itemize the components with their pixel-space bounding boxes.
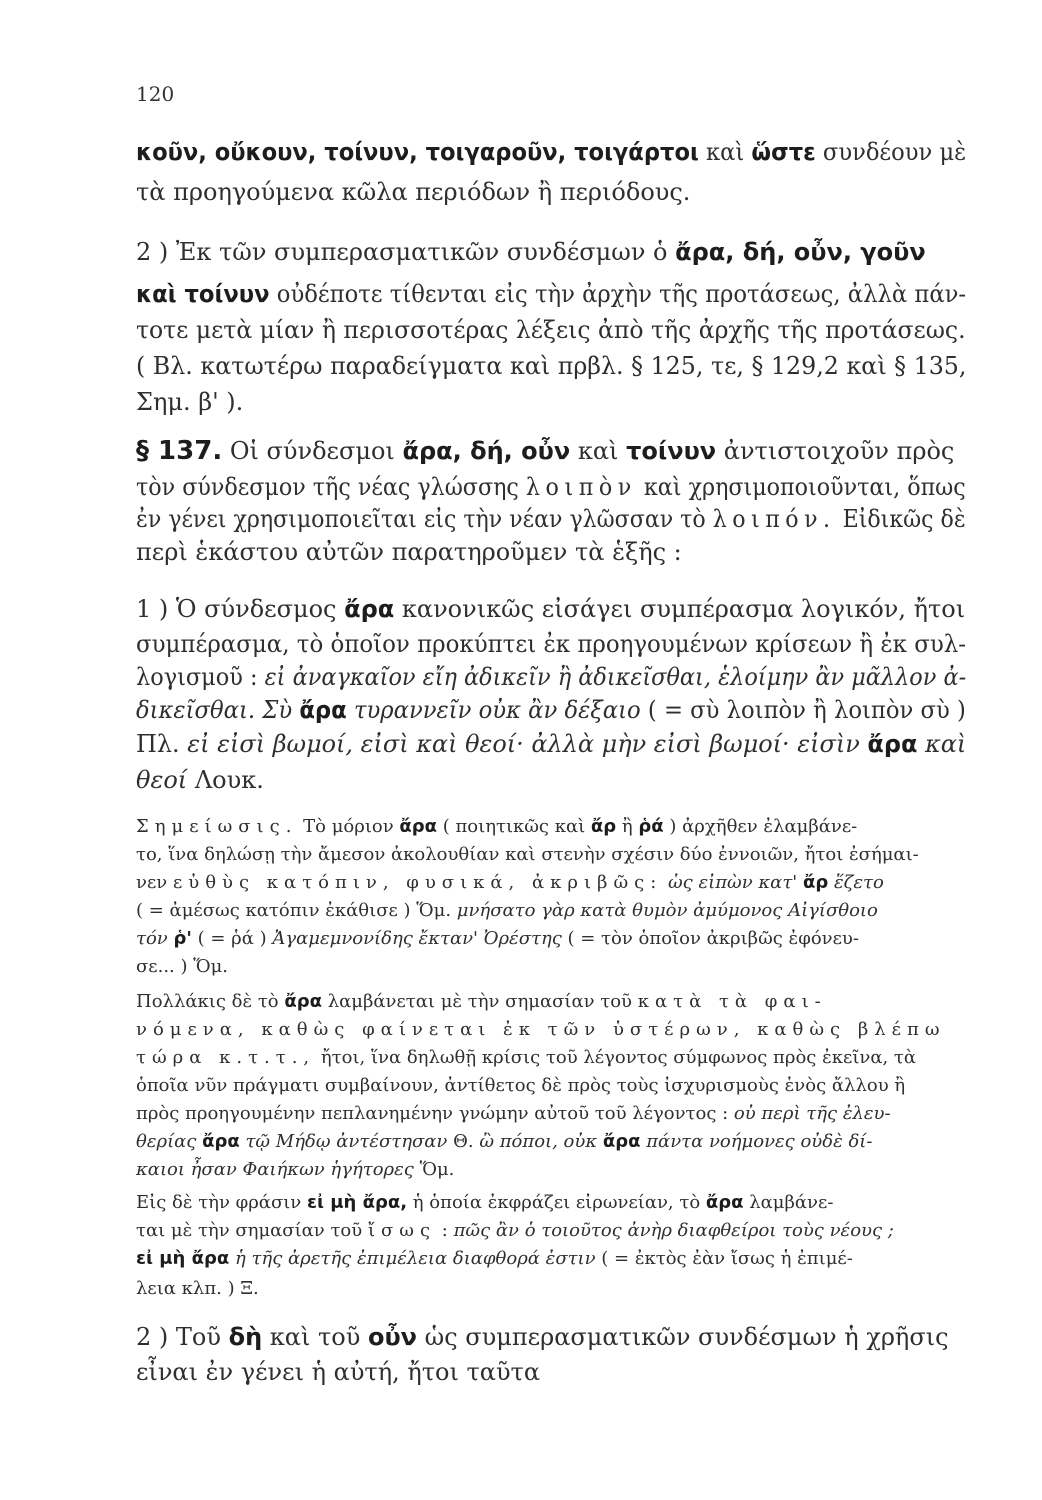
text-run: τόν xyxy=(136,928,174,949)
text-run: Θ. xyxy=(447,1131,480,1152)
text-run: καὶ τοίνυν xyxy=(136,280,270,308)
text-run: θεοί xyxy=(136,766,188,794)
text-run: μνήσατο γὰρ κατὰ θυμὸν ἀμύμονος Αἰγίσθοιο xyxy=(456,900,878,921)
text-line xyxy=(136,282,966,306)
text-run: ται μὲ τὴν σημασίαν τοῦ xyxy=(136,1220,368,1241)
text-line xyxy=(136,1021,946,1039)
text-run: ( = ῥά ) xyxy=(191,928,273,949)
text-run: Σημ. β' ). xyxy=(136,388,244,416)
text-line xyxy=(136,632,966,656)
text-line xyxy=(136,140,966,164)
text-run: λογισμοῦ : xyxy=(136,663,265,691)
text-run: ( = ἐκτὸς ἐὰν ἴσως ἡ ἐπιμέ- xyxy=(595,1248,853,1269)
text-line xyxy=(136,1133,872,1151)
text-run: § 137. xyxy=(136,436,223,466)
text-run: εἰ μὴ ἄρα xyxy=(136,1248,230,1269)
text-run: τὸν σύνδεσμον τῆς νέας γλώσσης xyxy=(136,473,526,501)
text-run: Πλ. xyxy=(136,730,188,758)
text-line xyxy=(136,768,264,792)
text-run: ἄρα xyxy=(867,730,918,758)
text-run: εὐθὺς κατόπιν, φυσικά, ἀκριβῶς: xyxy=(172,872,663,893)
text-run: νεν xyxy=(136,872,173,893)
text-run: πῶς ἂν ὁ τοιοῦτος ἀνὴρ διαφθείροι τοὺς νέους ; xyxy=(453,1220,894,1241)
text-line xyxy=(136,438,954,464)
text-run: ἡ τῆς ἀρετῆς ἐπιμέλεια διαφθορά ἐστιν xyxy=(229,1248,596,1269)
text-run: 2 ) Ἐκ τῶν συμπερασματικῶν συνδέσμων ὁ xyxy=(136,238,676,266)
text-run: Ὅμ. xyxy=(413,1159,455,1180)
text-line xyxy=(136,354,966,378)
text-run: τυραννεῖν οὐκ ἂν δέξαιο xyxy=(346,696,641,724)
text-line xyxy=(136,390,243,414)
text-run: δικεῖσθαι. Σὺ xyxy=(136,696,300,724)
text-line xyxy=(136,1049,916,1067)
text-run: λοιπὸν xyxy=(525,473,637,501)
text-run: Οἱ σύνδεσμοι xyxy=(222,437,403,465)
text-run: ἄρ xyxy=(590,816,617,837)
text-run: Εἰδικῶς δὲ xyxy=(835,505,966,533)
text-run: το, ἵνα δηλώσῃ τὴν ἄμεσον ἀκολουθίαν καὶ στενὴν σχέσιν δύο ἐννοιῶν, ἤτοι ἐσήμαι- xyxy=(136,844,919,865)
text-run: ( = σὺ λοιπὸν ἢ λοιπὸν σὺ ) xyxy=(640,696,966,724)
text-run: ἴσως xyxy=(367,1220,437,1241)
text-line xyxy=(136,1077,905,1095)
text-run: Λουκ. xyxy=(187,766,264,794)
text-line xyxy=(136,180,690,204)
text-line xyxy=(136,1250,853,1268)
text-run: 2 ) Τοῦ xyxy=(136,1323,229,1351)
text-run: ὡς εἰπὼν κατ' xyxy=(662,872,803,893)
text-run: ῥ' xyxy=(173,928,192,949)
text-run: ἄρα xyxy=(284,991,322,1012)
text-run: ( = ἀμέσως κατόπιν ἐκάθισε ) Ὅμ. xyxy=(136,900,457,921)
page-number: 120 xyxy=(136,82,175,106)
text-line xyxy=(136,507,966,531)
text-run: τῷ Μήδῳ ἀντέστησαν xyxy=(239,1131,448,1152)
text-line xyxy=(136,318,966,342)
text-line xyxy=(136,1161,454,1179)
text-line xyxy=(136,540,682,564)
text-run: τὰ προηγούμενα κῶλα περιόδων ἢ περιόδους. xyxy=(136,178,691,206)
text-run: οὐ περὶ τῆς ἐλευ- xyxy=(733,1103,891,1124)
text-run: σε... ) Ὅμ. xyxy=(136,956,229,977)
text-run: ἄρα xyxy=(344,595,395,623)
text-run: ὢ πόποι, οὐκ xyxy=(479,1131,603,1152)
text-line xyxy=(136,597,965,621)
text-run: εἰ ἀναγκαῖον εἴη ἀδικεῖν ἢ ἀδικεῖσθαι, ἑλοίμην ἂν μᾶλλον ἀ- xyxy=(264,663,967,691)
text-run: καιοι ἦσαν Φαιήκων ἡγήτορες xyxy=(136,1159,414,1180)
text-run: οὐδέποτε τίθενται εἰς τὴν ἀρχὴν τῆς προτάσεως, ἀλλὰ πάν- xyxy=(269,280,967,308)
text-line xyxy=(136,698,966,722)
text-run: καὶ xyxy=(698,138,752,166)
text-run: ἄρα, δή, οὖν xyxy=(402,437,571,465)
text-run: ἡ ὁποία ἐκφράζει εἰρωνείαν, τὸ xyxy=(407,1192,706,1213)
text-run: κατὰ τὰ φαι- xyxy=(637,991,827,1012)
text-line xyxy=(136,240,926,264)
text-line xyxy=(136,475,966,499)
text-run: ὥστε xyxy=(751,138,816,166)
text-run: ( = τὸν ὁποῖον ἀκριβῶς ἐφόνευ- xyxy=(561,928,859,949)
text-line xyxy=(136,958,228,976)
text-run: ἄρα xyxy=(202,1131,240,1152)
text-line xyxy=(136,1360,540,1384)
text-run: συμπέρασμα, τὸ ὁποῖον προκύπτει ἐκ προηγουμένων κρίσεων ἢ ἐκ συλ- xyxy=(136,630,967,658)
text-line xyxy=(136,993,827,1011)
text-run: ἄρα xyxy=(602,1131,641,1152)
text-line xyxy=(136,1325,949,1349)
text-line xyxy=(136,1280,259,1298)
text-run: καὶ xyxy=(917,730,967,758)
text-run: Εἰς δὲ τὴν φράσιν xyxy=(136,1192,307,1213)
text-line xyxy=(136,1105,891,1123)
text-run: : xyxy=(436,1220,454,1241)
text-run: τοτε μετὰ μίαν ἢ περισσοτέρας λέξεις ἀπὸ τῆς ἀρχῆς τῆς προτάσεως. xyxy=(136,316,966,344)
text-run: ἄρα xyxy=(399,816,438,837)
text-line xyxy=(136,1194,833,1212)
text-run: ἐν γένει χρησιμοποιεῖται εἰς τὴν νέαν γλῶσσαν τὸ xyxy=(136,505,713,533)
text-line xyxy=(136,874,884,892)
text-run: ἄρα xyxy=(299,696,347,724)
text-run: περὶ ἑκάστου αὐτῶν παρατηροῦμεν τὰ ἑξῆς : xyxy=(136,538,682,566)
text-run: εἰ μὴ ἄρα, xyxy=(306,1192,408,1213)
text-run: ( ποιητικῶς καὶ xyxy=(437,816,591,837)
text-run: καὶ xyxy=(570,437,627,465)
text-line xyxy=(136,1222,894,1240)
text-run: εἰ εἰσὶ βωμοί, εἰσὶ καὶ θεοί· ἀλλὰ μὴν εἰσὶ βωμοί· εἰσὶν xyxy=(187,730,868,758)
text-run: καὶ τοῦ xyxy=(262,1323,368,1351)
text-run: ὡς συμπερασματικῶν συνδέσμων ἡ χρῆσις xyxy=(417,1323,949,1351)
text-run: πάντα νοήμονες οὐδὲ δί- xyxy=(640,1131,873,1152)
text-run: ἤτοι, ἵνα δηλωθῇ κρίσις τοῦ λέγοντος σύμφωνος πρὸς ἐκεῖνα, τὰ xyxy=(315,1047,917,1068)
text-line xyxy=(136,846,919,864)
text-run: λαμβάνε- xyxy=(743,1192,834,1213)
text-run: ἄρ xyxy=(802,872,829,893)
text-run: ἕζετο xyxy=(828,872,884,893)
text-run: τώρα κ.τ.τ., xyxy=(136,1047,316,1068)
text-line xyxy=(136,665,966,689)
text-line xyxy=(136,930,859,948)
text-run: νόμενα, καθὼς φαίνεται ἐκ τῶν ὑστέρων, καθὼς βλέπω xyxy=(136,1019,946,1040)
text-run: Ἀγαμεμνονίδης ἔκταν' Ὀρέστης xyxy=(272,928,562,949)
text-run: ἄρα, δή, οὖν, γοῦν xyxy=(675,238,926,266)
text-run: πρὸς προηγουμένην πεπλανημένην γνώμην αὐτοῦ τοῦ λέγοντος : xyxy=(136,1103,734,1124)
text-line xyxy=(136,818,857,836)
text-run: συνδέουν μὲ xyxy=(815,138,967,166)
text-line xyxy=(136,902,878,920)
text-run: 1 ) Ὁ σύνδεσμος xyxy=(136,595,345,623)
text-run: δὴ xyxy=(228,1323,263,1351)
text-run: ( Βλ. κατωτέρω παραδείγματα καὶ πρβλ. § 125, τε, § 129,2 καὶ § 135, xyxy=(136,352,967,380)
text-line xyxy=(136,732,966,756)
text-run: ὁποῖα νῦν πράγματι συμβαίνουν, ἀντίθετος δὲ πρὸς τοὺς ἰσχυρισμοὺς ἑνὸς ἄλλου ἢ xyxy=(136,1075,906,1096)
text-run: κανονικῶς εἰσάγει συμπέρασμα λογικόν, ἤτοι xyxy=(394,595,966,623)
text-run: θερίας xyxy=(136,1131,203,1152)
text-run: Τὸ μόριον xyxy=(297,816,400,837)
text-run: τοίνυν xyxy=(626,437,717,465)
text-run: ἢ xyxy=(616,816,639,837)
text-run: ἀντιστοιχοῦν πρὸς xyxy=(716,437,955,465)
text-run: ἄρα xyxy=(705,1192,744,1213)
text-run: Σημείωσις. xyxy=(136,816,298,837)
text-run: λοιπόν. xyxy=(712,505,836,533)
text-run: ῥά xyxy=(638,816,664,837)
text-run: καὶ χρησιμοποιοῦνται, ὅπως xyxy=(636,473,966,501)
text-run: οὖν xyxy=(367,1323,418,1351)
text-run: εἶναι ἐν γένει ἡ αὐτή, ἤτοι ταῦτα xyxy=(136,1358,541,1386)
text-run: λεια κλπ. ) Ξ. xyxy=(136,1278,259,1299)
text-run: Πολλάκις δὲ τὸ xyxy=(136,991,285,1012)
text-run: λαμβάνεται μὲ τὴν σημασίαν τοῦ xyxy=(321,991,638,1012)
text-run: κοῦν, οὔκουν, τοίνυν, τοιγαροῦν, τοιγάρτοι xyxy=(136,138,699,166)
text-run: ) ἀρχῆθεν ἐλαμβάνε- xyxy=(663,816,858,837)
